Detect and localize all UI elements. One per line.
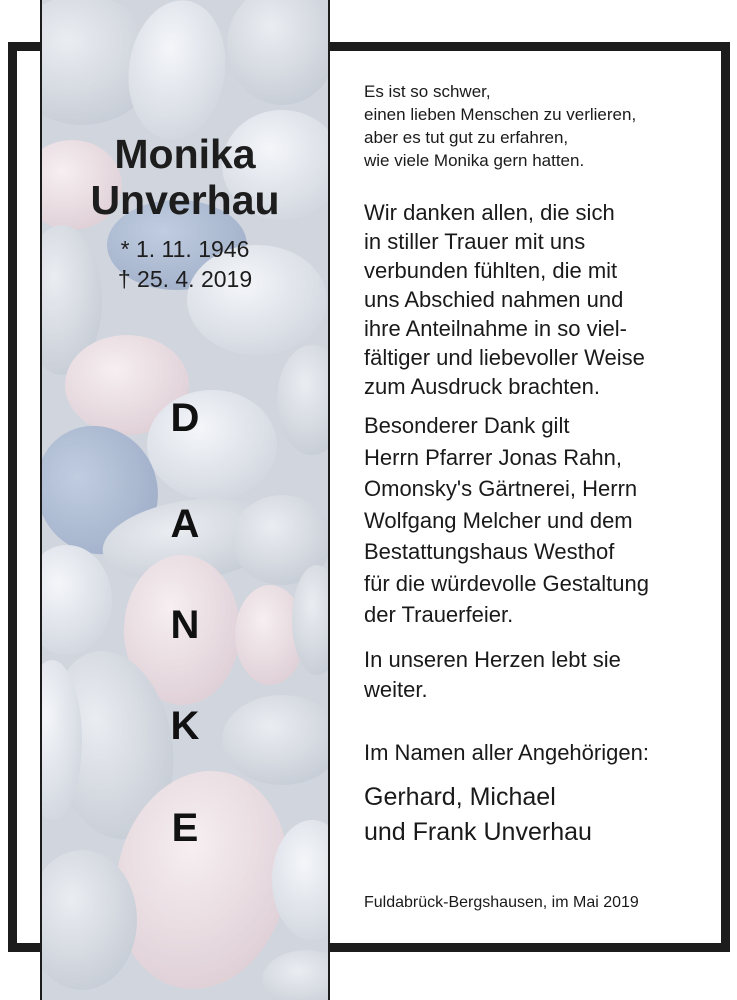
special-thanks-line: für die würdevolle Gestaltung: [364, 570, 649, 596]
special-thanks-line: Besonderer Dank gilt: [364, 413, 570, 438]
thanks-line: uns Abschied nahmen und: [364, 287, 624, 312]
poem: [364, 80, 704, 172]
hearts-line: In unseren Herzen lebt sie: [364, 647, 621, 672]
poem-line: wie viele Monika gern hatten.: [364, 151, 585, 170]
thanks-line: zum Ausdruck brachten.: [364, 374, 601, 399]
special-thanks-line: Omonsky's Gärtnerei, Herrn: [364, 476, 638, 501]
on-behalf-line: Im Namen aller Angehörigen:: [364, 740, 649, 765]
danke-letter-e: E: [171, 806, 199, 850]
danke-letter-n: N: [170, 603, 200, 647]
special-thanks-line: Bestattungshaus Westhof: [364, 539, 615, 564]
special-thanks-line: Herrn Pfarrer Jonas Rahn,: [364, 444, 622, 470]
special-thanks-paragraph: [364, 410, 704, 631]
hearts-line: weiter.: [364, 677, 428, 702]
thanks-line: verbunden fühlten, die mit: [364, 258, 618, 283]
thanks-paragraph: [364, 198, 704, 401]
hearts-paragraph: [364, 645, 704, 705]
first-name: Monika: [114, 131, 256, 177]
thanks-line: Wir danken allen, die sich: [364, 200, 615, 225]
signatory-line: und Frank Unverhau: [364, 818, 592, 846]
special-thanks-line: Wolfgang Melcher und dem: [364, 507, 633, 533]
birth-date: * 1. 11. 1946: [120, 236, 250, 262]
danke-letter-d: D: [170, 396, 200, 440]
special-thanks-line: der Trauerfeier.: [364, 602, 514, 627]
danke-letter-a: A: [170, 502, 200, 546]
poem-line: Es ist so schwer,: [364, 82, 491, 101]
thanks-line: fältiger und liebevoller Weise: [364, 345, 645, 370]
signatory-line: Gerhard, Michael: [364, 783, 556, 811]
signatories: [364, 780, 704, 850]
poem-line: einen lieben Menschen zu verlieren,: [364, 105, 637, 124]
thanks-line: in stiller Trauer mit uns: [364, 229, 586, 254]
place-and-date: Fuldabrück-Bergshausen, im Mai 2019: [364, 894, 639, 911]
danke-letter-k: K: [170, 704, 200, 748]
poem-line: aber es tut gut zu erfahren,: [364, 128, 569, 147]
last-name: Unverhau: [90, 177, 280, 223]
death-date: † 25. 4. 2019: [117, 266, 253, 292]
thanks-line: ihre Anteilnahme in so viel-: [364, 316, 627, 341]
